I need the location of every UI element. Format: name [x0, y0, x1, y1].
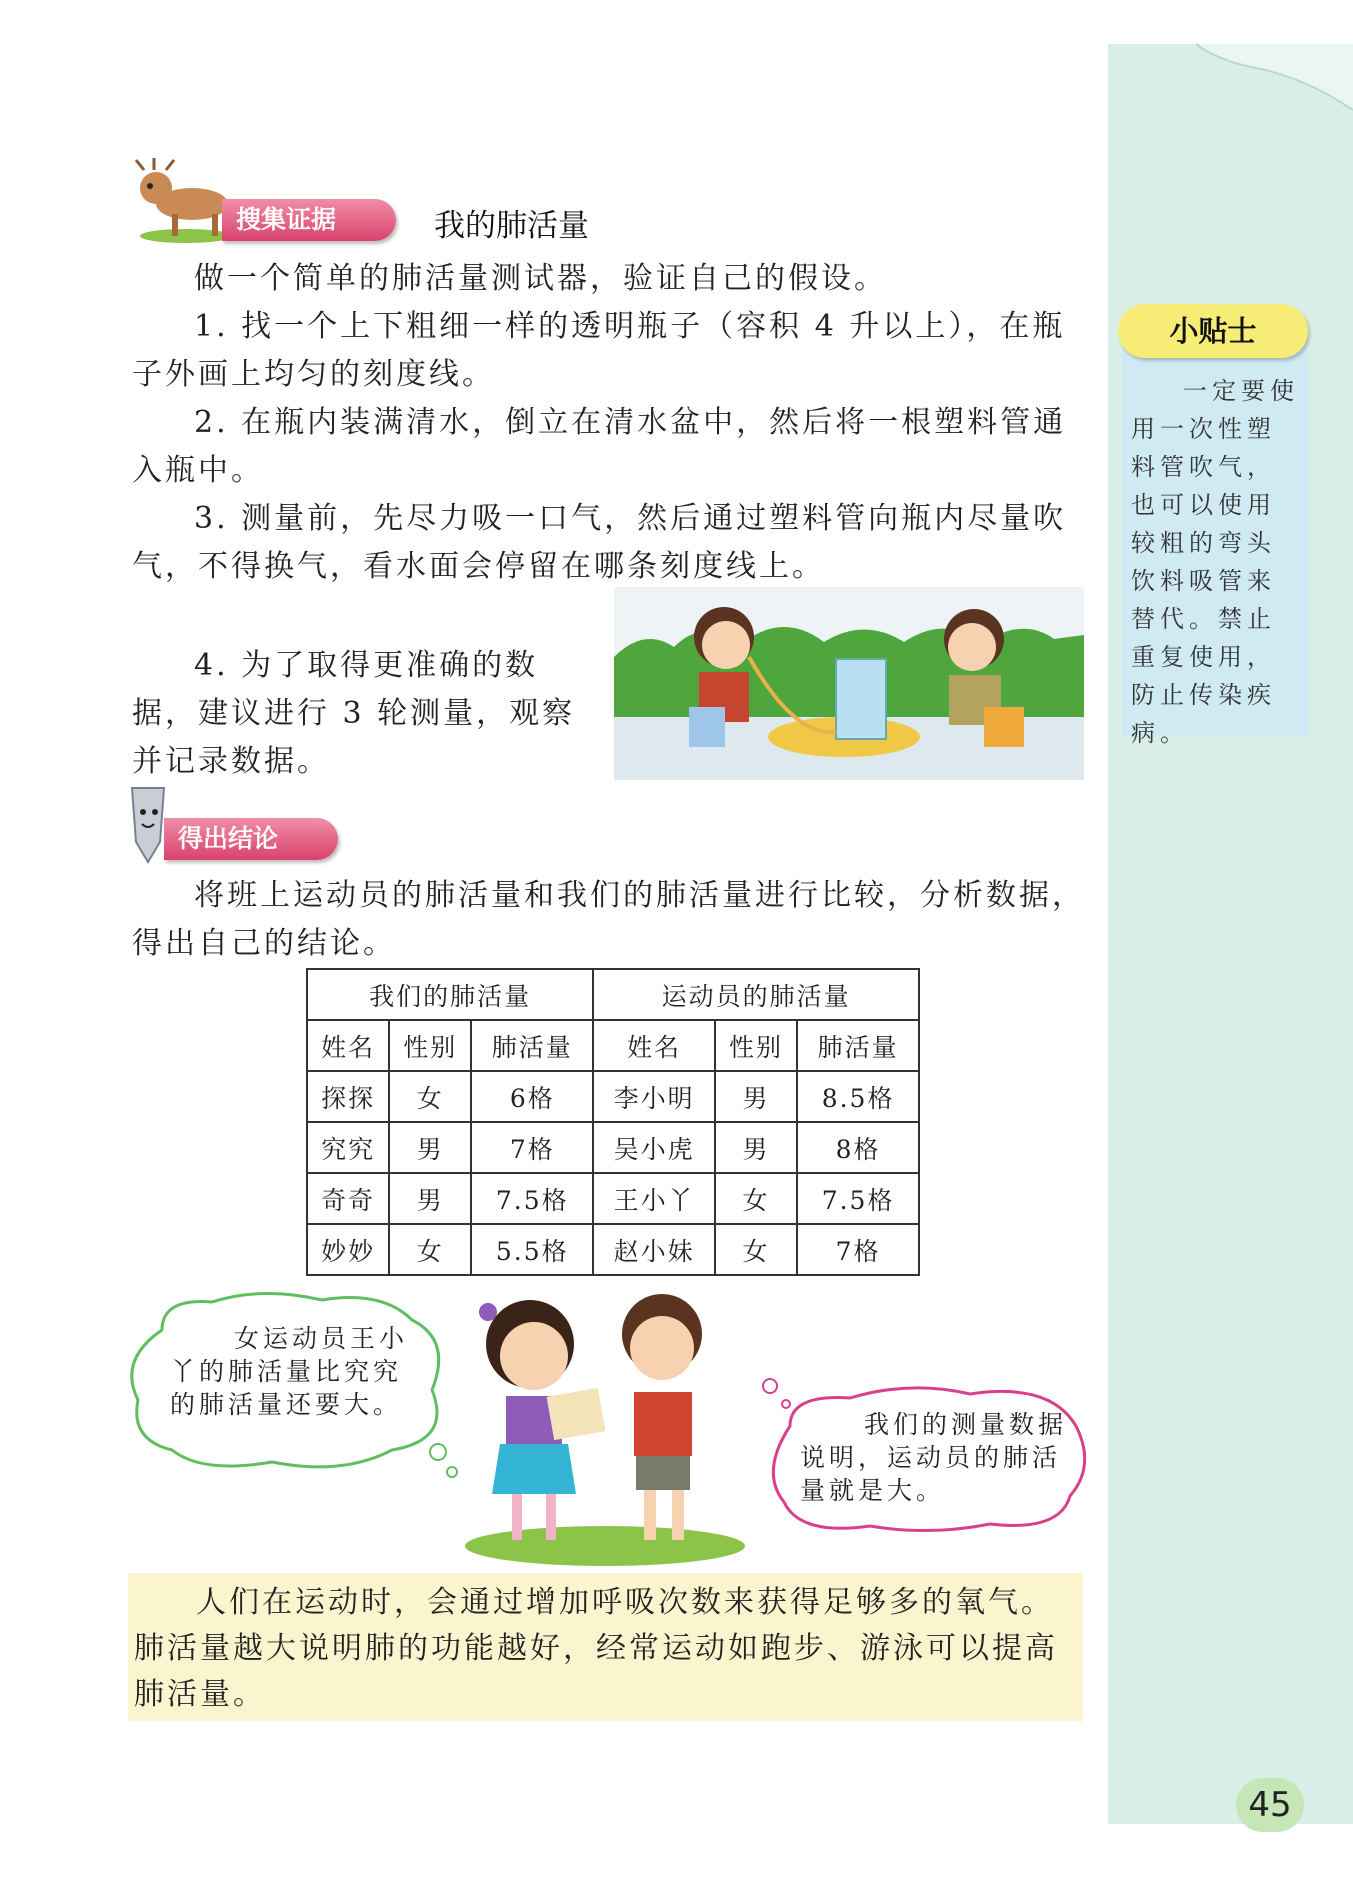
table-cell: 7格: [797, 1224, 919, 1275]
summary-text: 人们在运动时，会通过增加呼吸次数来获得足够多的氧气。肺活量越大说明肺的功能越好，经常运动如跑步、游泳可以提高肺活量。: [134, 1585, 1058, 1712]
group-header: 我们的肺活量: [307, 969, 593, 1020]
column-header: 性别: [715, 1020, 797, 1071]
left-bubble-text: 女运动员王小丫的肺活量比究究的肺活量还要大。: [170, 1324, 409, 1419]
kids-illustration: [450, 1284, 760, 1566]
table-cell: 究究: [307, 1122, 389, 1173]
table-cell: 探探: [307, 1071, 389, 1122]
column-header: 姓名: [593, 1020, 715, 1071]
section-title: 我的肺活量: [434, 208, 589, 244]
table-cell: 奇奇: [307, 1173, 389, 1224]
table-column-header-row: [307, 1020, 919, 1071]
table-cell: 5.5格: [471, 1224, 593, 1275]
lung-capacity-table: [306, 968, 920, 1276]
table-row: [307, 1173, 919, 1224]
column-header: 肺活量: [471, 1020, 593, 1071]
column-header: 性别: [389, 1020, 471, 1071]
table-cell: 8格: [797, 1122, 919, 1173]
draw-conclusion-tag: 得出结论: [164, 818, 338, 860]
right-bubble-text: 我们的测量数据说明，运动员的肺活量就是大。: [800, 1410, 1068, 1505]
table-cell: 女: [715, 1224, 797, 1275]
table-cell: 女: [715, 1173, 797, 1224]
table-cell: 李小明: [593, 1071, 715, 1122]
table-cell: 8.5格: [797, 1071, 919, 1122]
experiment-illustration: [614, 587, 1084, 780]
group-header: 运动员的肺活量: [593, 969, 919, 1020]
step-3: 3. 测量前，先尽力吸一口气，然后通过塑料管向瓶内尽量吹气，不得换气，看水面会停留在哪条刻度线上。: [132, 501, 1067, 584]
table-row: [307, 1122, 919, 1173]
table-cell: 7格: [471, 1122, 593, 1173]
table-row: [307, 1071, 919, 1122]
page-curl-icon: [1196, 38, 1353, 118]
step-1: 1. 找一个上下粗细一样的透明瓶子（容积 4 升以上），在瓶子外画上均匀的刻度线。: [132, 309, 1066, 392]
tip-header: 小贴士: [1118, 304, 1308, 358]
table-cell: 女: [389, 1224, 471, 1275]
tip-text: 一定要使用一次性塑料管吹气，也可以使用较粗的弯头饮料吸管来替代。禁止重复使用，防止传染疾病。: [1131, 377, 1299, 747]
table-cell: 女: [389, 1071, 471, 1122]
table-cell: 6格: [471, 1071, 593, 1122]
table-cell: 男: [715, 1122, 797, 1173]
step-4: 4. 为了取得更准确的数据，建议进行 3 轮测量，观察并记录数据。: [132, 648, 576, 779]
table-row: [307, 1224, 919, 1275]
conclude-intro: 将班上运动员的肺活量和我们的肺活量进行比较，分析数据，得出自己的结论。: [132, 878, 1085, 961]
column-header: 肺活量: [797, 1020, 919, 1071]
table-cell: 男: [389, 1173, 471, 1224]
step-2: 2. 在瓶内装满清水，倒立在清水盆中，然后将一根塑料管通入瓶中。: [132, 405, 1067, 488]
table-cell: 7.5格: [797, 1173, 919, 1224]
collect-intro: 做一个简单的肺活量测试器，验证自己的假设。: [194, 261, 887, 296]
page-number: 45: [1236, 1778, 1304, 1832]
table-cell: 吴小虎: [593, 1122, 715, 1173]
table-cell: 妙妙: [307, 1224, 389, 1275]
table-cell: 7.5格: [471, 1173, 593, 1224]
table-group-header-row: [307, 969, 919, 1020]
table-cell: 男: [389, 1122, 471, 1173]
table-cell: 王小丫: [593, 1173, 715, 1224]
table-cell: 男: [715, 1071, 797, 1122]
collect-evidence-tag: 搜集证据: [222, 199, 396, 241]
column-header: 姓名: [307, 1020, 389, 1071]
table-cell: 赵小妹: [593, 1224, 715, 1275]
